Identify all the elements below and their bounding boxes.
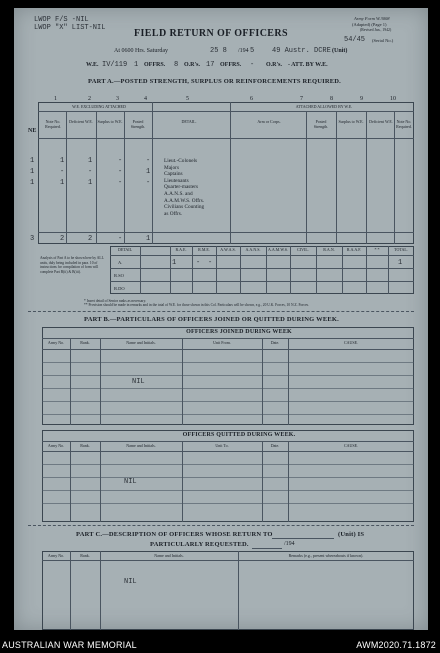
row3-c0: 1 xyxy=(30,179,35,187)
row2-c3: - xyxy=(118,168,123,176)
footnote-1: * Insert detail of Senior ranks as necessary. xyxy=(84,299,147,303)
quitted-col-date: Date. xyxy=(270,443,280,448)
detail-aamws: A.A.M.W.S. Offrs. xyxy=(164,197,205,204)
part-c-unit-is: (Unit) IS xyxy=(338,531,365,538)
ors-label: O.R's. xyxy=(184,62,201,68)
col-number-4: 4 xyxy=(144,96,147,102)
col-number-7: 7 xyxy=(300,96,303,102)
joined-col-date: Date. xyxy=(270,340,280,345)
part-a-heading: PART A.—POSTED STRENGTH, SURPLUS OR REINFORCEMENTS REQUIRED. xyxy=(88,78,341,85)
we-value: IV/119 xyxy=(102,61,128,69)
col-number-10: 10 xyxy=(390,96,396,102)
sum-col-rme: R.M.E. xyxy=(198,247,210,252)
attached-allowed-header: ATTACHED ALLOWED BY W.E. xyxy=(295,104,353,109)
detail-lt-colonels: Lieut.-Colonels xyxy=(164,158,198,164)
sum-col-rae: R.A.E. xyxy=(175,247,187,252)
hdr-note-required: Note No. Required. xyxy=(45,119,61,129)
row-code-a: A. xyxy=(118,260,123,265)
quitted-col-army-no: Army No. xyxy=(47,443,65,448)
hdr-note-required-2: Note No. Required. xyxy=(396,119,412,129)
total-c0: 3 xyxy=(30,235,35,243)
detail-list xyxy=(164,158,230,217)
col-number-8: 8 xyxy=(330,96,333,102)
sum-col-raaf: R.A.A.F. xyxy=(346,247,362,252)
detail-quarter-masters: Quarter-masters xyxy=(164,184,199,191)
joined-col-army-no: Army No. xyxy=(47,340,65,345)
unit-label: (Unit) xyxy=(332,48,348,54)
joined-col-cause: CAUSE. xyxy=(343,340,359,345)
part-c-nil: NIL xyxy=(124,578,137,586)
quitted-col-name: Name and Initials. xyxy=(126,443,156,448)
detail-majors: Majors xyxy=(164,164,180,171)
joined-col-name: Name and Initials. xyxy=(126,340,156,345)
sum-col-stars: * * xyxy=(374,247,380,252)
lwop-x-list-line: LWOP "X" LIST-NIL xyxy=(34,24,106,32)
row2-c4: 1 xyxy=(146,168,151,176)
army-form-number: Army Form W.3008 xyxy=(354,16,390,21)
part-c-requested: PARTICULARLY REQUESTED. xyxy=(150,541,249,548)
row2-c0: 1 xyxy=(30,168,35,176)
offrs2-label: OFFRS. xyxy=(220,62,242,68)
sum-value-total: 1 xyxy=(398,259,403,267)
row-code-rdo: R.DO xyxy=(114,286,125,291)
form-sheet xyxy=(14,8,428,630)
row-code-rso: R.SO xyxy=(114,273,124,278)
year-prefix: /194 xyxy=(238,48,249,54)
hdr-surplus: Surplus to W.E. xyxy=(97,119,123,124)
col-number-1: 1 xyxy=(54,96,57,102)
ors2-value: 17 xyxy=(206,61,215,69)
revised-date: (Revised Jan., 1942) xyxy=(360,28,392,32)
col-number-6: 6 xyxy=(250,96,253,102)
col-number-3: 3 xyxy=(116,96,119,102)
sum-value-3: - xyxy=(208,259,213,267)
detail-as-offrs: as Offrs. xyxy=(164,210,183,217)
part-c-col-name: Name and Initials. xyxy=(154,553,184,558)
we-excluding-attached-header: W.E. EXCLUDING ATTACHED xyxy=(72,104,126,109)
sum-col-aans: A.A.N.S. xyxy=(245,247,261,252)
part-c-col-remarks: Remarks (e.g., present whereabouts if known). xyxy=(288,553,364,558)
part-c-heading: PART C.—DESCRIPTION OF OFFICERS WHOSE RETURN TO xyxy=(76,531,273,538)
adapted-page: (Adapted) (Page 1) xyxy=(352,22,387,27)
row1-c3: - xyxy=(118,157,123,165)
ors-value: 8 xyxy=(174,61,179,69)
serial-number: 54/45 xyxy=(344,36,366,44)
hdr-posted-strength-2: Posted Strength. xyxy=(313,119,329,129)
part-a-analysis-table xyxy=(110,246,414,294)
part-c-year: /194 xyxy=(284,541,295,547)
sum-col-total: TOTAL. xyxy=(394,247,408,252)
ne-mark: NE xyxy=(28,128,37,134)
serial-label: (Serial No.) xyxy=(372,38,394,43)
lwop-fs-line: LWOP F/S -NIL xyxy=(34,16,89,24)
detail-aans: A.A.N.S. and xyxy=(164,190,193,197)
detail-civilians: Civilians Counting xyxy=(164,204,205,211)
hdr-detail: DETAIL. xyxy=(181,119,197,124)
sum-col-awas: A.W.A.S. xyxy=(220,247,236,252)
analysis-detail-header: DETAIL xyxy=(117,247,133,252)
row1-c0: 1 xyxy=(30,157,35,165)
total-c3: - xyxy=(118,235,123,243)
footer-source: AUSTRALIAN WAR MEMORIAL xyxy=(2,640,137,650)
quitted-col-unit-to: Unit To. xyxy=(215,443,229,448)
offrs-value: 1 xyxy=(134,61,139,69)
analysis-note: Analysis of Part A to be shown here by ALL units, duly being included in para. 10 of instructions for compilation of form will complete Part B(ii) & B(iii). xyxy=(40,256,104,274)
footnote-2: ** Provision should be made in remarks and in the total of W.E. for those shown in this Col. Particulars will be shown, e.g., 20 U.K. Forces, 10 N.Z. Forces. xyxy=(84,303,309,308)
hdr-arm-or-corps: Arm or Corps. xyxy=(257,119,281,124)
hdr-deficient-2: Deficient W.E. xyxy=(369,119,393,124)
sum-col-ran: R.A.N. xyxy=(323,247,335,252)
we-label: W.E. xyxy=(86,62,99,68)
row3-c2: 1 xyxy=(88,179,93,187)
col-number-9: 9 xyxy=(360,96,363,102)
part-c-col-rank: Rank. xyxy=(80,553,90,558)
row1-c1: 1 xyxy=(60,157,65,165)
total-c2: 2 xyxy=(88,235,93,243)
offrs2-dash: - xyxy=(250,61,255,69)
detail-lieutenants: Lieutenants xyxy=(164,177,189,184)
total-c1: 2 xyxy=(60,235,65,243)
hdr-posted-strength: Posted Strength. xyxy=(130,119,146,129)
att-by-we-label: - ATT. BY W.E. xyxy=(288,62,328,68)
part-c-table xyxy=(42,551,414,630)
offrs-label: OFFRS. xyxy=(144,62,166,68)
footer-accession-number: AWM2020.71.1872 xyxy=(356,640,436,650)
quitted-col-cause: CAUSE. xyxy=(343,443,359,448)
row2-c1: - xyxy=(60,168,65,176)
row2-c2: - xyxy=(88,168,93,176)
form-title: FIELD RETURN OF OFFICERS xyxy=(134,28,288,39)
year-value: 5 xyxy=(250,47,255,55)
return-date: 25 8 xyxy=(210,47,227,55)
joined-title: OFFICERS JOINED DURING WEEK xyxy=(186,329,292,335)
joined-col-unit-from: Unit From. xyxy=(213,340,231,345)
col-number-2: 2 xyxy=(88,96,91,102)
detail-captains: Captains xyxy=(164,171,183,178)
joined-nil: NIL xyxy=(132,378,145,386)
ors2-label: O.R's. xyxy=(266,62,283,68)
sum-col-aamws: A.A.M.W.S. xyxy=(268,247,288,252)
row1-c2: 1 xyxy=(88,157,93,165)
sum-col-civil: CIVIL. xyxy=(297,247,309,252)
quitted-col-rank: Rank. xyxy=(80,443,90,448)
row3-c3: - xyxy=(118,179,123,187)
row3-c4: - xyxy=(146,179,151,187)
hdr-deficient: Deficient W.E. xyxy=(69,119,93,124)
part-b-heading: PART B.—PARTICULARS OF OFFICERS JOINED OR QUITTED DURING WEEK. xyxy=(84,316,340,323)
sum-value-1: 1 xyxy=(172,259,177,267)
joined-col-rank: Rank. xyxy=(80,340,90,345)
row3-c1: 1 xyxy=(60,179,65,187)
footnotes xyxy=(84,299,414,308)
part-c-col-army-no: Army No. xyxy=(47,553,65,558)
quitted-title: OFFICERS QUITTED DURING WEEK. xyxy=(182,432,296,438)
hdr-surplus-2: Surplus to W.E. xyxy=(338,119,364,124)
total-c4: 1 xyxy=(146,235,151,243)
row1-c4: - xyxy=(146,157,151,165)
col-number-5: 5 xyxy=(186,96,189,102)
quitted-nil: NIL xyxy=(124,478,137,486)
sum-value-2: - xyxy=(196,259,201,267)
at-hours-label: At 0600 Hrs. Saturday xyxy=(114,48,168,54)
unit-name: 49 Austr. DCRE xyxy=(272,47,331,55)
